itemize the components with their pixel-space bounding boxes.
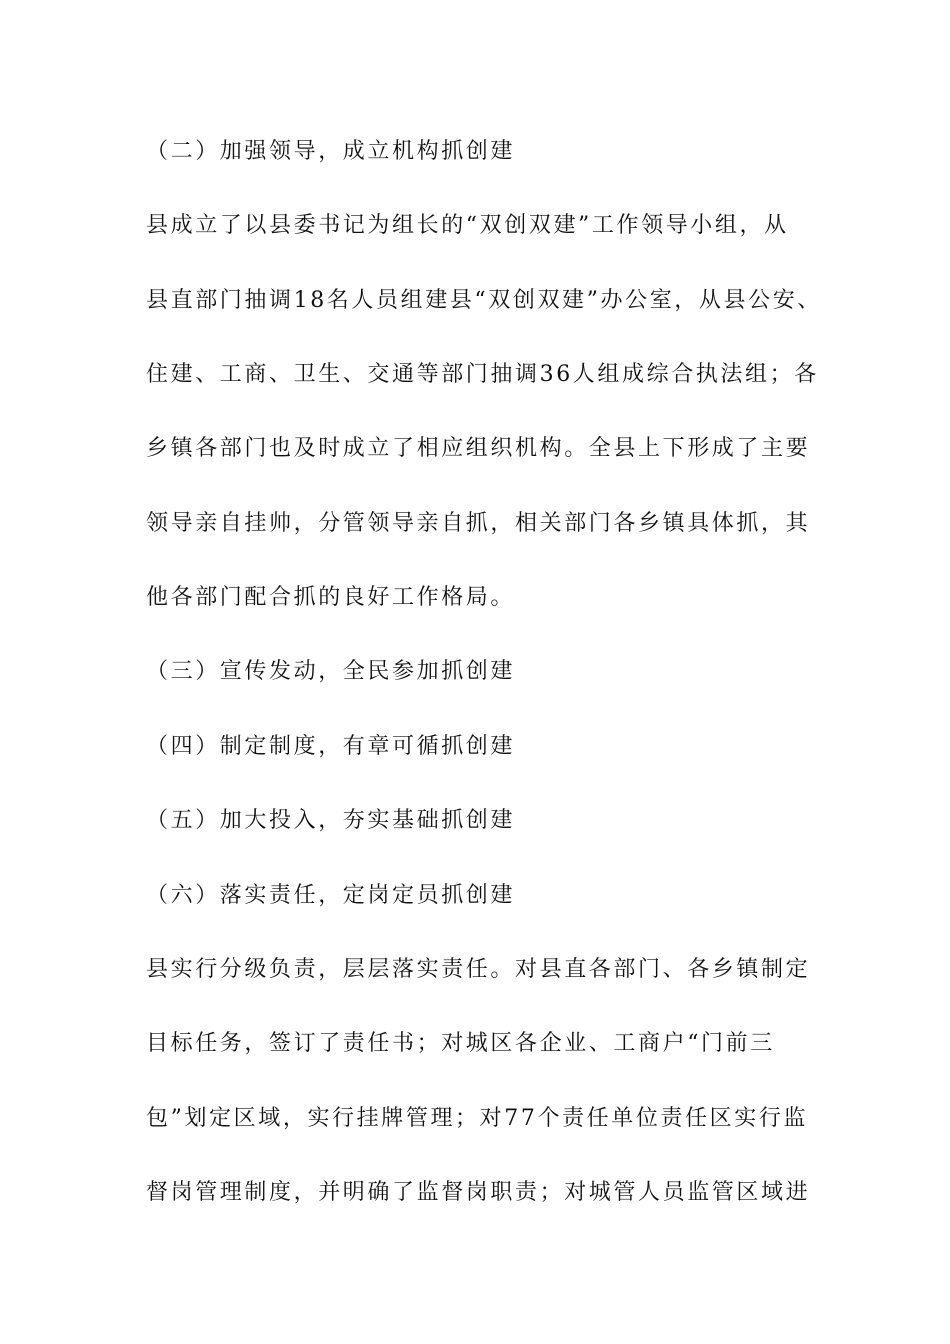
section-heading-4: （四）制定制度，有章可循抓创建: [146, 734, 516, 759]
paragraph-line: 县实行分级负责，层层落实责任。对县直各部门、各乡镇制定: [146, 957, 811, 982]
paragraph-line: 住建、工商、卫生、交通等部门抽调36人组成综合执法组；各: [146, 362, 819, 387]
paragraph-line: 包”划定区域，实行挂牌管理；对77个责任单位责任区实行监: [146, 1106, 809, 1131]
paragraph-line: 县成立了以县委书记为组长的“双创双建”工作领导小组，从: [146, 213, 789, 238]
paragraph-line: 乡镇各部门也及时成立了相应组织机构。全县上下形成了主要: [146, 436, 811, 461]
paragraph-line: 县直部门抽调18名人员组建县“双创双建”办公室，从县公安、: [146, 288, 822, 313]
section-heading-2: （二）加强领导，成立机构抓创建: [146, 139, 516, 164]
section-heading-3: （三）宣传发动，全民参加抓创建: [146, 659, 516, 684]
section-heading-6: （六）落实责任，定岗定员抓创建: [146, 883, 516, 908]
section-heading-5: （五）加大投入，夯实基础抓创建: [146, 808, 516, 833]
paragraph-line: 他各部门配合抓的良好工作格局。: [146, 585, 516, 610]
paragraph-line: 督岗管理制度，并明确了监督岗职责；对城管人员监管区域进: [146, 1180, 811, 1205]
paragraph-line: 领导亲自挂帅，分管领导亲自抓，相关部门各乡镇具体抓，其: [146, 511, 811, 536]
paragraph-line: 目标任务，签订了责任书；对城区各企业、工商户“门前三: [146, 1031, 775, 1056]
